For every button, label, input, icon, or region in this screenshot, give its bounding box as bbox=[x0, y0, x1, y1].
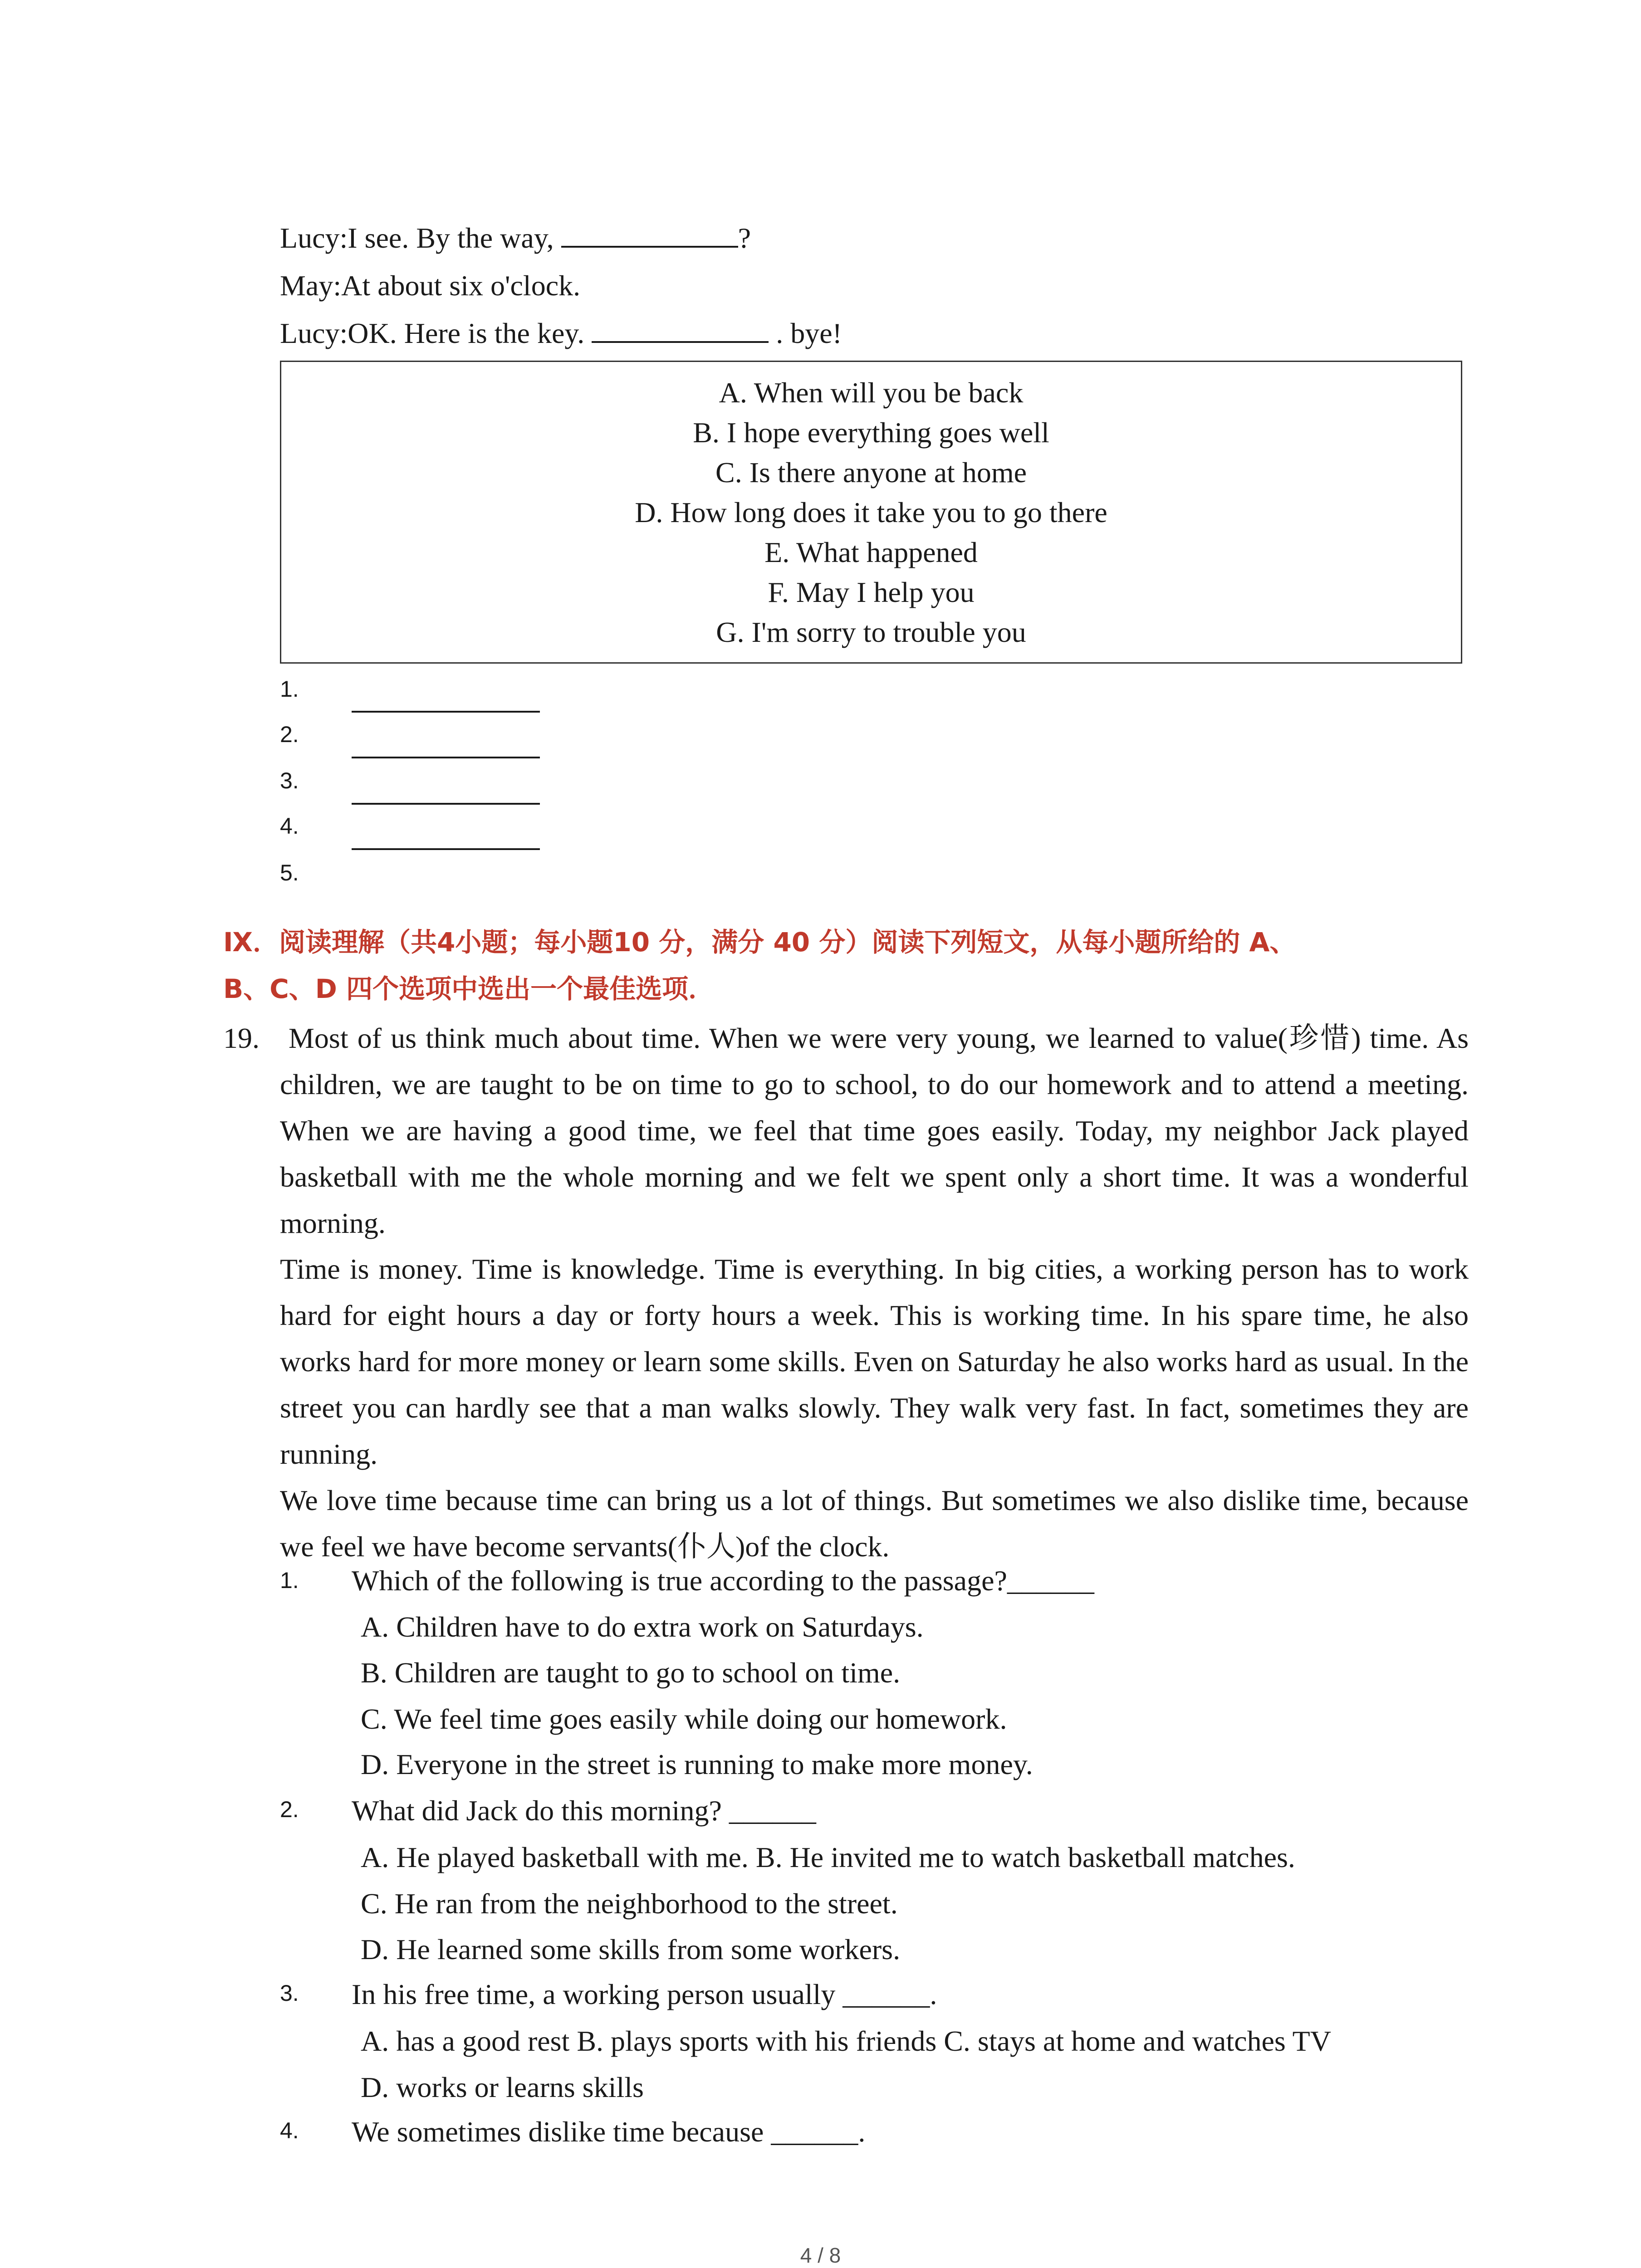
question-3-number: 3. bbox=[280, 1980, 299, 2006]
dialogue-blank-2[interactable] bbox=[592, 316, 769, 343]
passage-number: 19. bbox=[223, 1022, 260, 1054]
answer-number-3: 3. bbox=[280, 768, 299, 793]
passage-paragraph-1: Most of us think much about time. When we were very young, we learned to value(珍惜) time. As children, we are taught to be on time to go to school, to do our homework and to attend a meeting. When we are having a good time, we feel that time goes easily. Today, my neighbor Jack played basketball with me the whole morning and we felt we spent only a short time. It was a wonderful morning. bbox=[280, 1022, 1469, 1239]
option-f: F. May I help you bbox=[768, 576, 975, 608]
option-a: A. When will you be back bbox=[719, 376, 1024, 409]
section-heading-line-1: Ⅸ．阅读理解（共4小题；每小题10 分，满分 40 分）阅读下列短文，从每小题所给的 A、 bbox=[223, 927, 1296, 958]
question-1-number: 1. bbox=[280, 1568, 299, 1593]
answer-number-4: 4. bbox=[280, 813, 299, 839]
answer-blank-1[interactable] bbox=[352, 711, 540, 713]
question-4-number: 4. bbox=[280, 2118, 299, 2143]
dialogue-line-3: Lucy:OK. Here is the key. . bye! bbox=[280, 315, 842, 352]
question-1-text: Which of the following is true according to the passage?______ bbox=[352, 1564, 1094, 1597]
option-c: C. Is there anyone at home bbox=[715, 456, 1027, 489]
answer-number-2: 2. bbox=[280, 722, 299, 747]
dialogue-blank-1[interactable] bbox=[561, 220, 738, 248]
question-2-options-ab[interactable]: A. He played basketball with me. B. He invited me to watch basketball matches. bbox=[361, 1841, 1295, 1873]
answer-blank-4[interactable] bbox=[352, 848, 540, 850]
question-4-text: We sometimes dislike time because ______. bbox=[352, 2116, 866, 2148]
question-2-text: What did Jack do this morning? ______ bbox=[352, 1794, 816, 1827]
question-1-option-b[interactable]: B. Children are taught to go to school on time. bbox=[361, 1657, 901, 1689]
answer-number-5: 5. bbox=[280, 860, 299, 885]
passage-paragraph-2: Time is money. Time is knowledge. Time is everything. In big cities, a working person has to work hard for eight hours a day or forty hours a week. This is working time. In his spare time, he also works hard for more money or learn some skills. Even on Saturday he also works hard as usual. In the street you can hardly see that a man walks slowly. They walk very fast. In fact, sometimes they are running. bbox=[280, 1253, 1469, 1470]
page-number: 4 / 8 bbox=[800, 2244, 841, 2267]
question-3-option-d[interactable]: D. works or learns skills bbox=[361, 2071, 644, 2103]
answer-blank-3[interactable] bbox=[352, 803, 540, 805]
question-3-text: In his free time, a working person usually ______. bbox=[352, 1978, 937, 2010]
question-2-number: 2. bbox=[280, 1797, 299, 1822]
options-box bbox=[280, 361, 1462, 664]
answer-blank-2[interactable] bbox=[352, 757, 540, 758]
question-2-option-c[interactable]: C. He ran from the neighborhood to the street. bbox=[361, 1887, 898, 1920]
question-1-option-a[interactable]: A. Children have to do extra work on Saturdays. bbox=[361, 1611, 924, 1643]
question-3-options-abc[interactable]: A. has a good rest B. plays sports with his friends C. stays at home and watches TV bbox=[361, 2025, 1331, 2057]
passage-paragraph-3: We love time because time can bring us a lot of things. But sometimes we also dislike time, because we feel we have become servants(仆人)of the clock. bbox=[280, 1484, 1469, 1563]
option-e: E. What happened bbox=[764, 536, 978, 568]
option-d: D. How long does it take you to go there bbox=[635, 496, 1107, 528]
dialogue-line-2: May:At about six o'clock. bbox=[280, 269, 581, 302]
option-g: G. I'm sorry to trouble you bbox=[716, 616, 1026, 648]
question-1-option-d[interactable]: D. Everyone in the street is running to make more money. bbox=[361, 1748, 1033, 1780]
answer-number-1: 1. bbox=[280, 676, 299, 702]
option-b: B. I hope everything goes well bbox=[693, 416, 1049, 449]
question-2-option-d[interactable]: D. He learned some skills from some workers. bbox=[361, 1933, 901, 1965]
dialogue-line-1: Lucy:I see. By the way, ? bbox=[280, 220, 751, 256]
question-1-option-c[interactable]: C. We feel time goes easily while doing our homework. bbox=[361, 1703, 1007, 1735]
section-heading-line-2: B、C、D 四个选项中选出一个最佳选项． bbox=[223, 973, 715, 1004]
